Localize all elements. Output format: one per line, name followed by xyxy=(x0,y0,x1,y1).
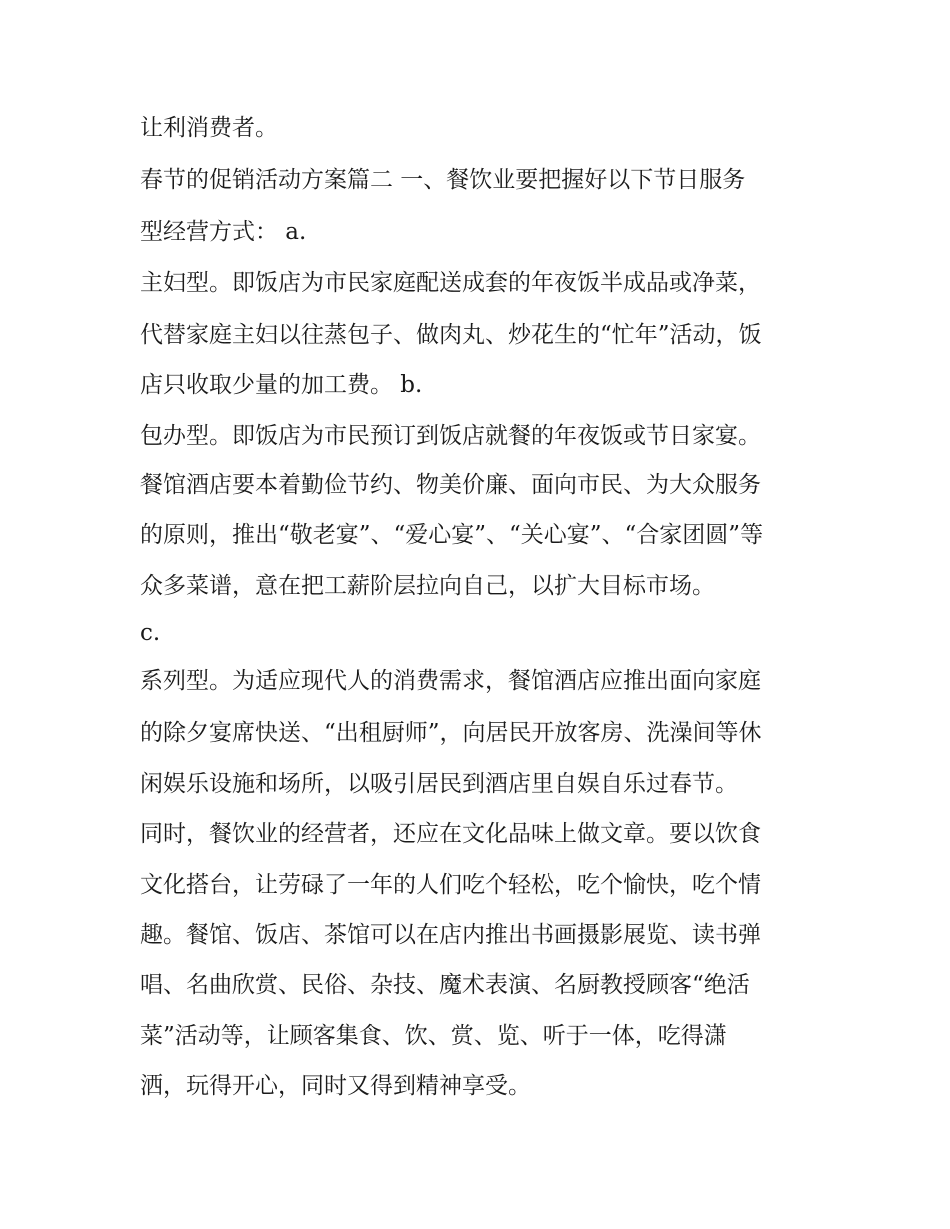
text-line: 趣。餐馆、饭店、茶馆可以在店内推出书画摄影展览、读书弹 xyxy=(140,922,761,948)
text-line: 系列型。为适应现代人的消费需求，餐馆酒店应推出面向家庭 xyxy=(140,668,761,694)
text-line: 菜”活动等，让顾客集食、饮、赏、览、听于一体，吃得潇 xyxy=(140,1023,727,1049)
text-line: 的原则，推出“敬老宴”、“爱心宴”、“关心宴”、“合家团圆”等 xyxy=(140,522,764,548)
text-line: 包办型。即饭店为市民预订到饭店就餐的年夜饭或节日家宴。 xyxy=(140,423,761,449)
text-line: 闲娱乐设施和场所，以吸引居民到酒店里自娱自乐过春节。 xyxy=(140,771,738,797)
text-line: 春节的促销活动方案篇二 一、餐饮业要把握好以下节日服务 xyxy=(140,167,746,193)
text-line: 洒，玩得开心，同时又得到精神享受。 xyxy=(140,1073,531,1099)
text-line: 代替家庭主妇以往蒸包子、做肉丸、炒花生的“忙年”活动，饭 xyxy=(140,322,762,348)
text-line: 型经营方式： a. xyxy=(140,219,307,245)
text-line: 同时，餐饮业的经营者，还应在文化品味上做文章。要以饮食 xyxy=(140,821,761,847)
text-line: 餐馆酒店要本着勤俭节约、物美价廉、面向市民、为大众服务 xyxy=(140,472,761,498)
text-line: c. xyxy=(140,620,161,646)
text-line: 让利消费者。 xyxy=(140,115,278,141)
text-line: 唱、名曲欣赏、民俗、杂技、魔术表演、名厨教授顾客“绝活 xyxy=(140,972,750,998)
text-line: 众多菜谱，意在把工薪阶层拉向自己，以扩大目标市场。 xyxy=(140,573,715,599)
text-line: 主妇型。即饭店为市民家庭配送成套的年夜饭半成品或净菜， xyxy=(140,270,761,296)
text-line: 店只收取少量的加工费。 b. xyxy=(140,372,423,398)
text-line: 文化搭台，让劳碌了一年的人们吃个轻松，吃个愉快，吃个情 xyxy=(140,872,761,898)
text-line: 的除夕宴席快送、“出租厨师”，向居民开放客房、洗澡间等休 xyxy=(140,720,762,746)
